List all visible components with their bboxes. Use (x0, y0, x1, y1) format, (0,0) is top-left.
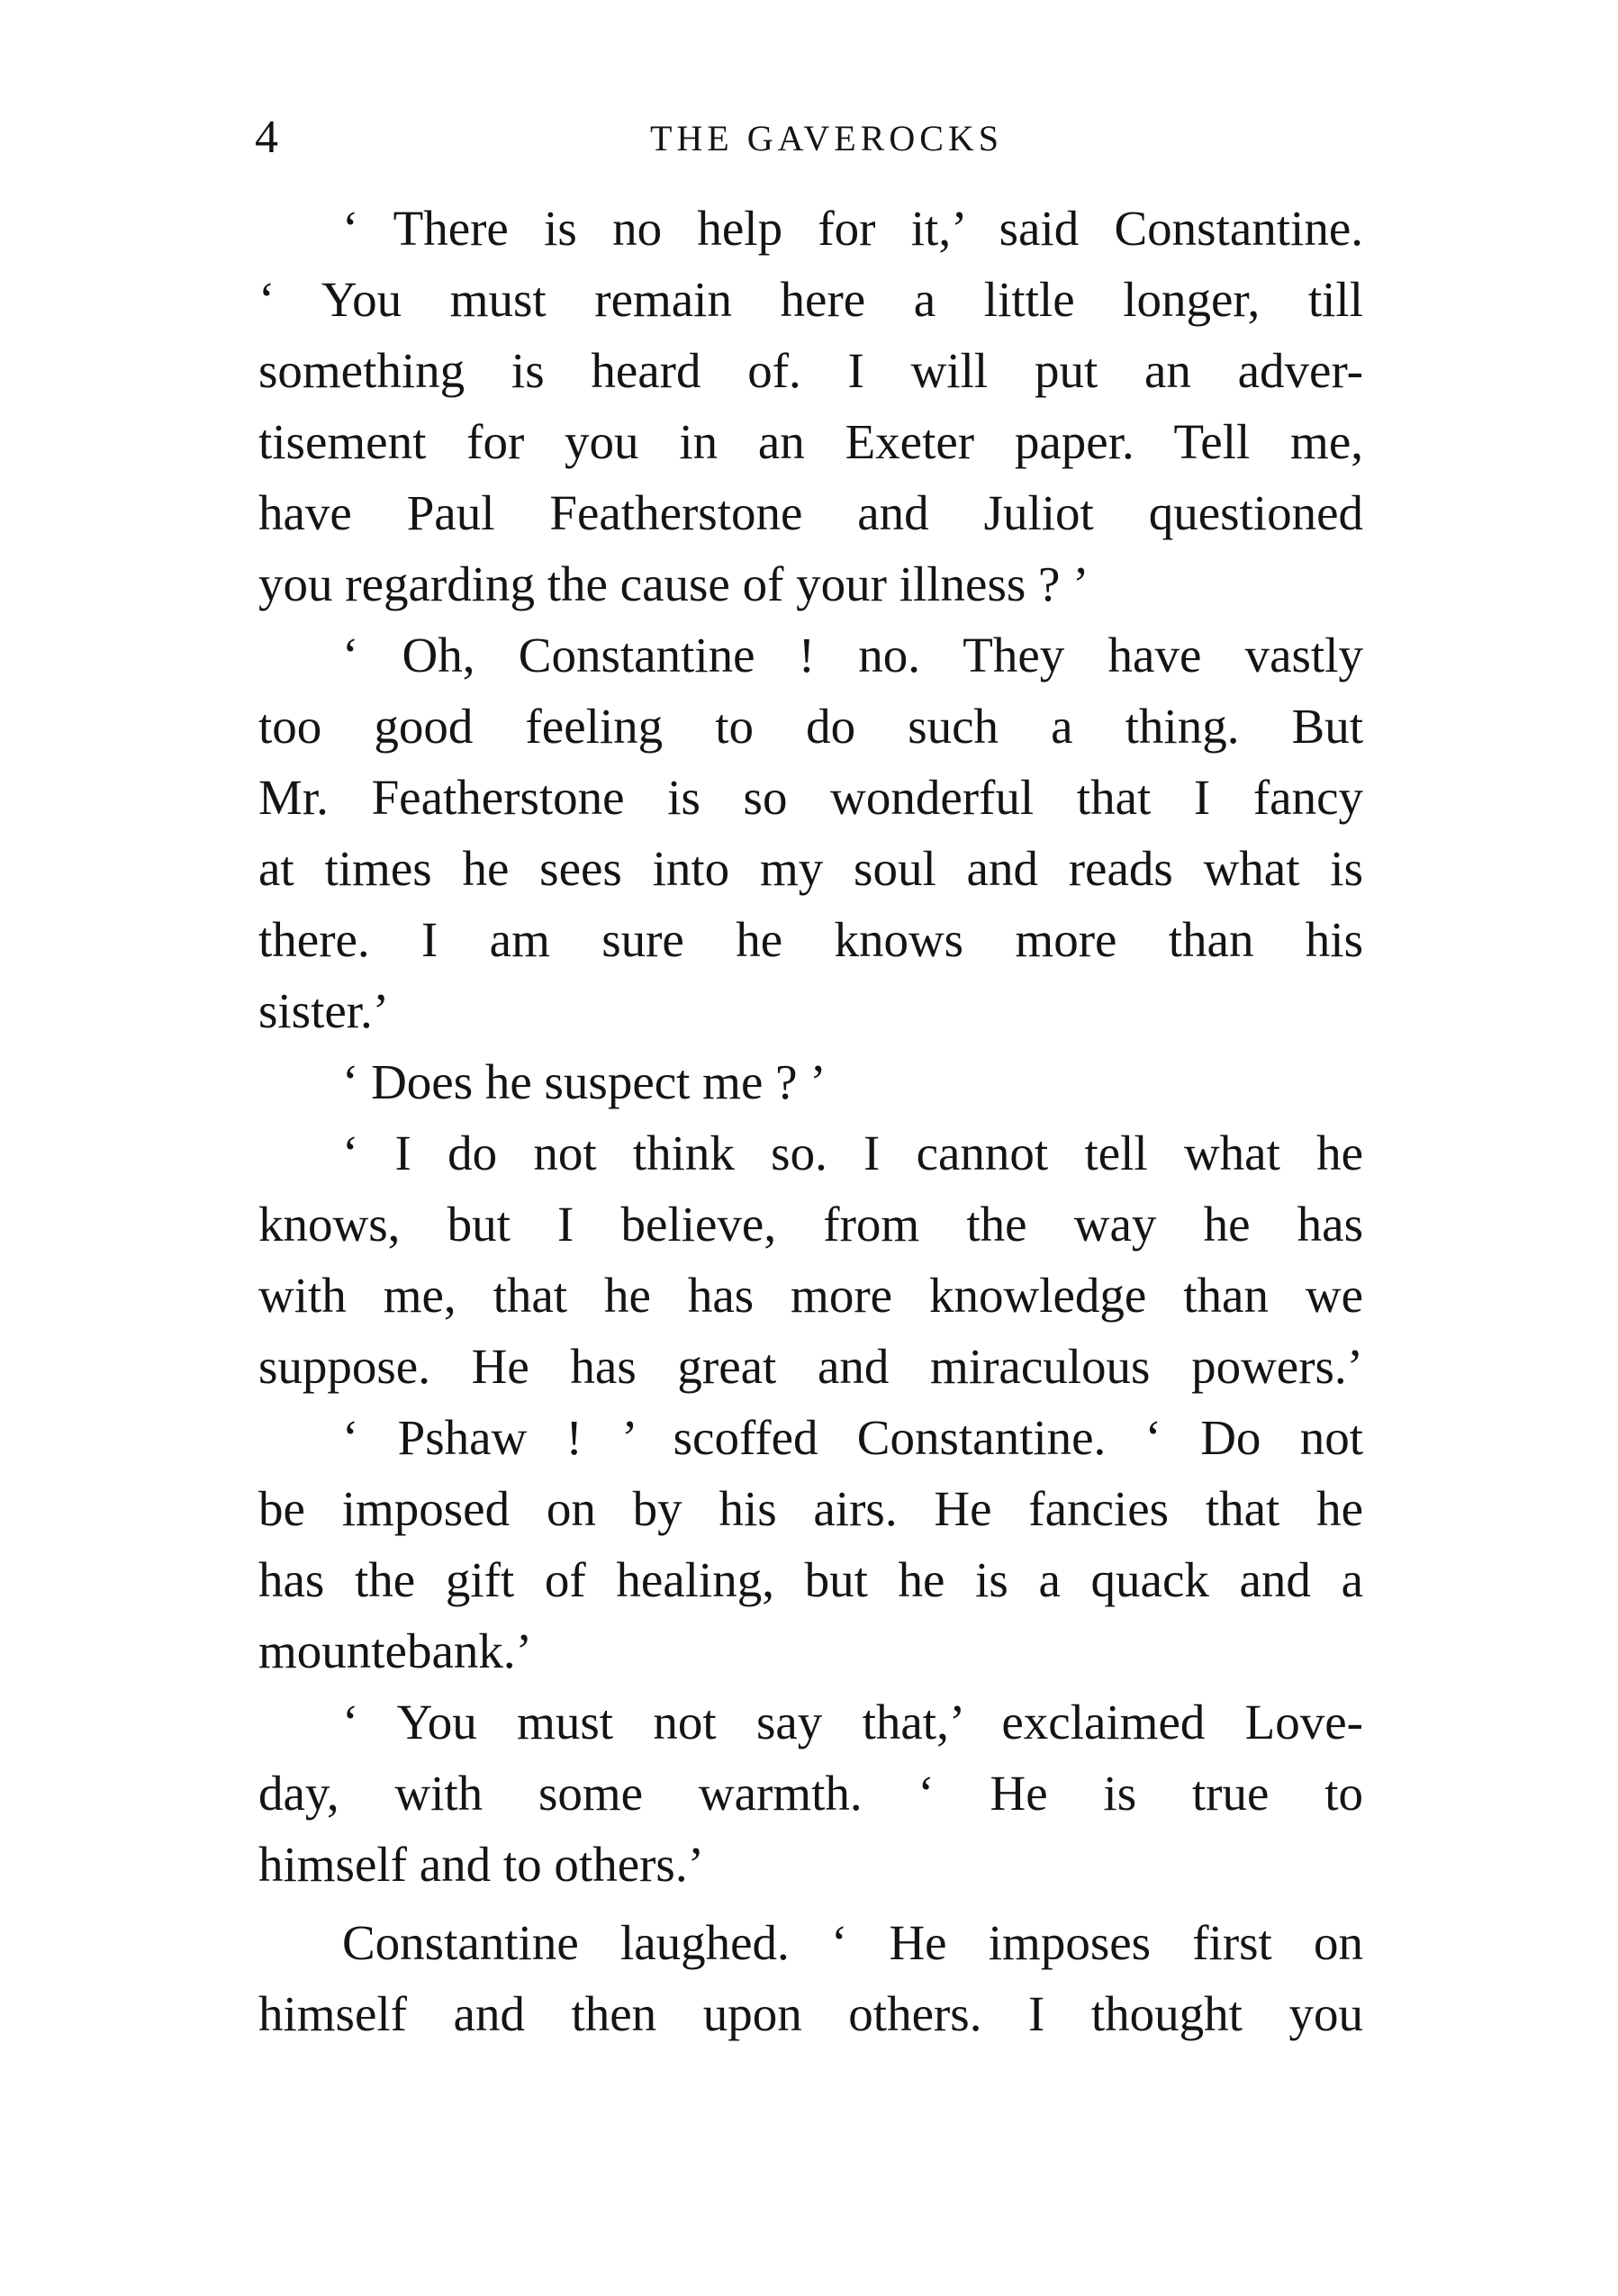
text-line: ‘ There is no help for it,’ said Constantine. (342, 201, 1363, 256)
page-header (255, 106, 1362, 169)
text-line: tisement for you in an Exeter paper. Tell me, (258, 414, 1363, 469)
text-line: with me, that he has more knowledge than we (258, 1268, 1363, 1323)
text-line: ‘ Does he suspect me ? ’ (342, 1054, 827, 1109)
text-line: too good feeling to do such a thing. But (258, 699, 1363, 754)
text-line: something is heard of. I will put an adver- (258, 343, 1363, 398)
paragraph-gap (258, 1900, 1363, 1907)
text-line: Mr. Featherstone is so wonderful that I fancy (258, 770, 1363, 825)
text-line: ‘ Pshaw ! ’ scoffed Constantine. ‘ Do not (342, 1410, 1363, 1465)
text-line: ‘ I do not think so. I cannot tell what he (342, 1125, 1363, 1180)
text-line: ‘ You must not say that,’ exclaimed Love- (342, 1695, 1363, 1749)
text-line: you regarding the cause of your illness ? ’ (258, 556, 1089, 611)
text-line: himself and then upon others. I thought you (258, 1986, 1363, 2041)
text-line: have Paul Featherstone and Juliot questioned (258, 485, 1363, 540)
page-number: 4 (255, 112, 278, 163)
text-line: at times he sees into my soul and reads what is (258, 841, 1363, 896)
text-line: sister.’ (258, 983, 390, 1038)
text-line: Constantine laughed. ‘ He imposes first on (342, 1915, 1363, 1970)
text-line: ‘ You must remain here a little longer, till (258, 272, 1363, 327)
text-line: ‘ Oh, Constantine ! no. They have vastly (342, 628, 1363, 682)
text-line: mountebank.’ (258, 1623, 532, 1678)
text-line: there. I am sure he knows more than his (258, 912, 1363, 967)
running-head: THE GAVEROCKS (649, 118, 1004, 158)
text-line: himself and to others.’ (258, 1837, 704, 1892)
text-line: suppose. He has great and miraculous powers.’ (258, 1339, 1363, 1394)
text-line: day, with some warmth. ‘ He is true to (258, 1766, 1363, 1821)
text-line: be imposed on by his airs. He fancies that he (258, 1481, 1363, 1536)
body-text (258, 193, 1363, 2049)
text-line: has the gift of healing, but he is a quack and a (258, 1552, 1363, 1607)
text-line: knows, but I believe, from the way he has (258, 1197, 1363, 1252)
